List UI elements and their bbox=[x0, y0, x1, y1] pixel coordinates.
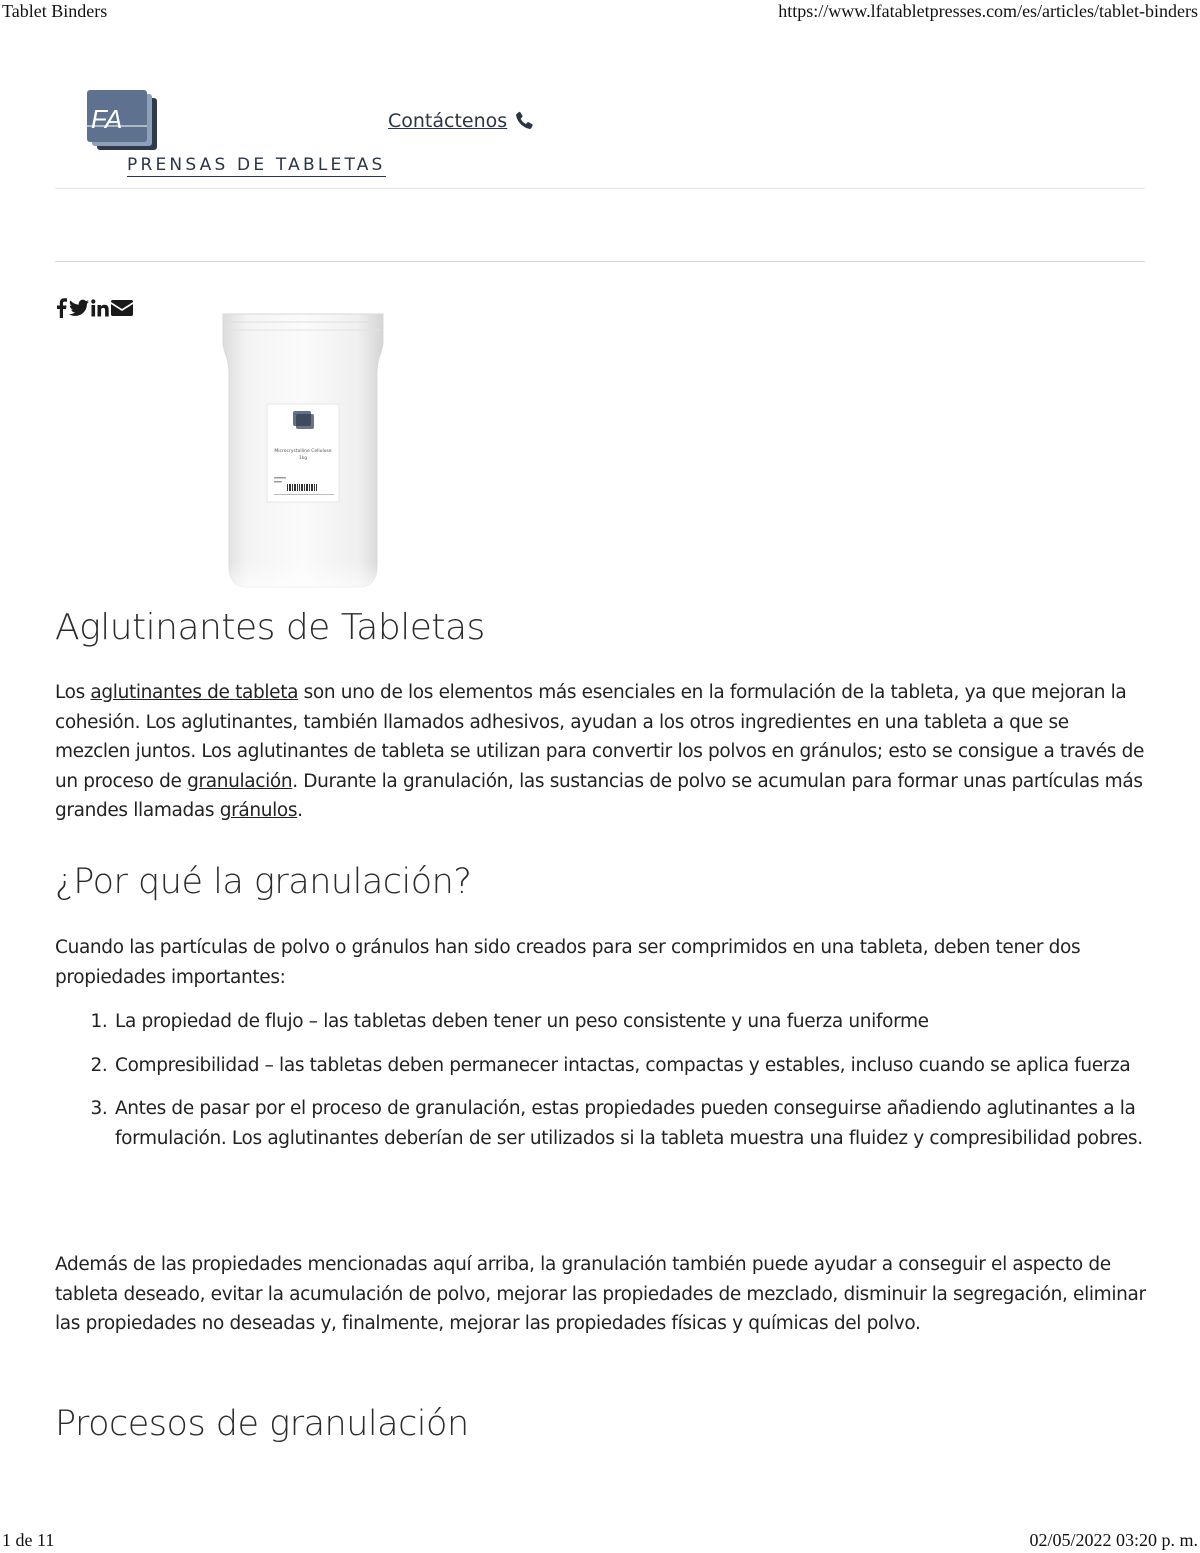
intro-paragraph bbox=[55, 678, 1147, 826]
phone-icon bbox=[513, 110, 535, 132]
svg-text:FA: FA bbox=[91, 104, 123, 134]
print-url: https://www.lfatabletpresses.com/es/articles/tablet-binders bbox=[778, 1, 1198, 21]
list-item: 3. Antes de pasar por el proceso de granulación, estas propiedades pueden conseguirse añadiendo aglutinantes a la formulación. Los aglutinantes deberían de ser utilizados si la tableta muestra una fluidez y compresibilidad pobres. bbox=[113, 1094, 1200, 1153]
logo-text: PRENSAS DE TABLETAS bbox=[127, 155, 386, 175]
print-page-count: 1 de 11 bbox=[2, 1530, 55, 1550]
product-pouch-image bbox=[220, 312, 386, 602]
list-item: 1. La propiedad de flujo – las tabletas deben tener un peso consistente y una fuerza uniforme bbox=[113, 1007, 1200, 1037]
print-datetime: 02/05/2022 03:20 p. m. bbox=[1029, 1530, 1198, 1550]
product-label-line1: Microcrystalline Cellulose bbox=[274, 449, 332, 454]
section-heading-granulation-processes: Procesos de granulación bbox=[55, 1404, 469, 1444]
intro-text-mid1: son uno de los elementos más esenciales en la formulación de la tableta, ya que mejoran la cohesión. Los aglutinantes, también llamados adhesivos, ayudan a los otros ingredientes en una tableta a que se mezclen juntos. Los aglutinantes de tableta se utilizan para convertir los polvos en gránulos; esto se consigue a través de un proceso de bbox=[55, 682, 1145, 792]
linkedin-icon[interactable] bbox=[91, 299, 109, 317]
facebook-icon[interactable] bbox=[55, 298, 67, 318]
email-icon[interactable] bbox=[111, 300, 133, 316]
granules-link[interactable]: gránulos bbox=[219, 800, 298, 821]
twitter-icon[interactable] bbox=[69, 299, 89, 317]
contact-link[interactable] bbox=[388, 110, 535, 132]
section1-lead-paragraph: Cuando las partículas de polvo o gránulos han sido creados para ser comprimidos en una tableta, deben tener dos propiedades importantes: bbox=[55, 937, 1081, 988]
print-title: Tablet Binders bbox=[2, 1, 108, 21]
section-heading-why-granulation: ¿Por qué la granulación? bbox=[55, 862, 472, 902]
contact-label: Contáctenos bbox=[388, 110, 508, 132]
print-footer bbox=[0, 1530, 1200, 1551]
section1-closing-paragraph: Además de las propiedades mencionadas aquí arriba, la granulación también puede ayudar a conseguir el aspecto de tableta deseado, evitar la acumulación de polvo, mejorar las propiedades de mezclado, disminuir la segregación, eliminar las propiedades no deseadas y, finalmente, mejorar las propiedades físicas y químicas del polvo. bbox=[55, 1254, 1146, 1334]
intro-text-mid2: . Durante la granulación, las sustancias de polvo se acumulan para formar unas partículas más grandes llamadas bbox=[55, 770, 1143, 821]
site-header bbox=[55, 88, 1145, 189]
print-header bbox=[0, 1, 1200, 22]
logo-link[interactable] bbox=[83, 88, 386, 180]
intro-text-pre: Los bbox=[55, 682, 91, 703]
tablet-binders-link[interactable]: aglutinantes de tableta bbox=[90, 682, 299, 703]
divider bbox=[55, 261, 1145, 262]
article-title: Aglutinantes de Tabletas bbox=[55, 607, 485, 648]
granulation-link[interactable]: granulación bbox=[187, 770, 293, 792]
list-item: 2. Compresibilidad – las tabletas deben permanecer intactas, compactas y estables, incluso cuando se aplica fuerza bbox=[113, 1051, 1200, 1081]
intro-text-post: . bbox=[297, 800, 303, 821]
product-label-line2: 1kg bbox=[298, 456, 308, 461]
social-share bbox=[55, 298, 133, 318]
lfa-logo-icon bbox=[83, 88, 163, 154]
properties-list bbox=[55, 1007, 1200, 1167]
